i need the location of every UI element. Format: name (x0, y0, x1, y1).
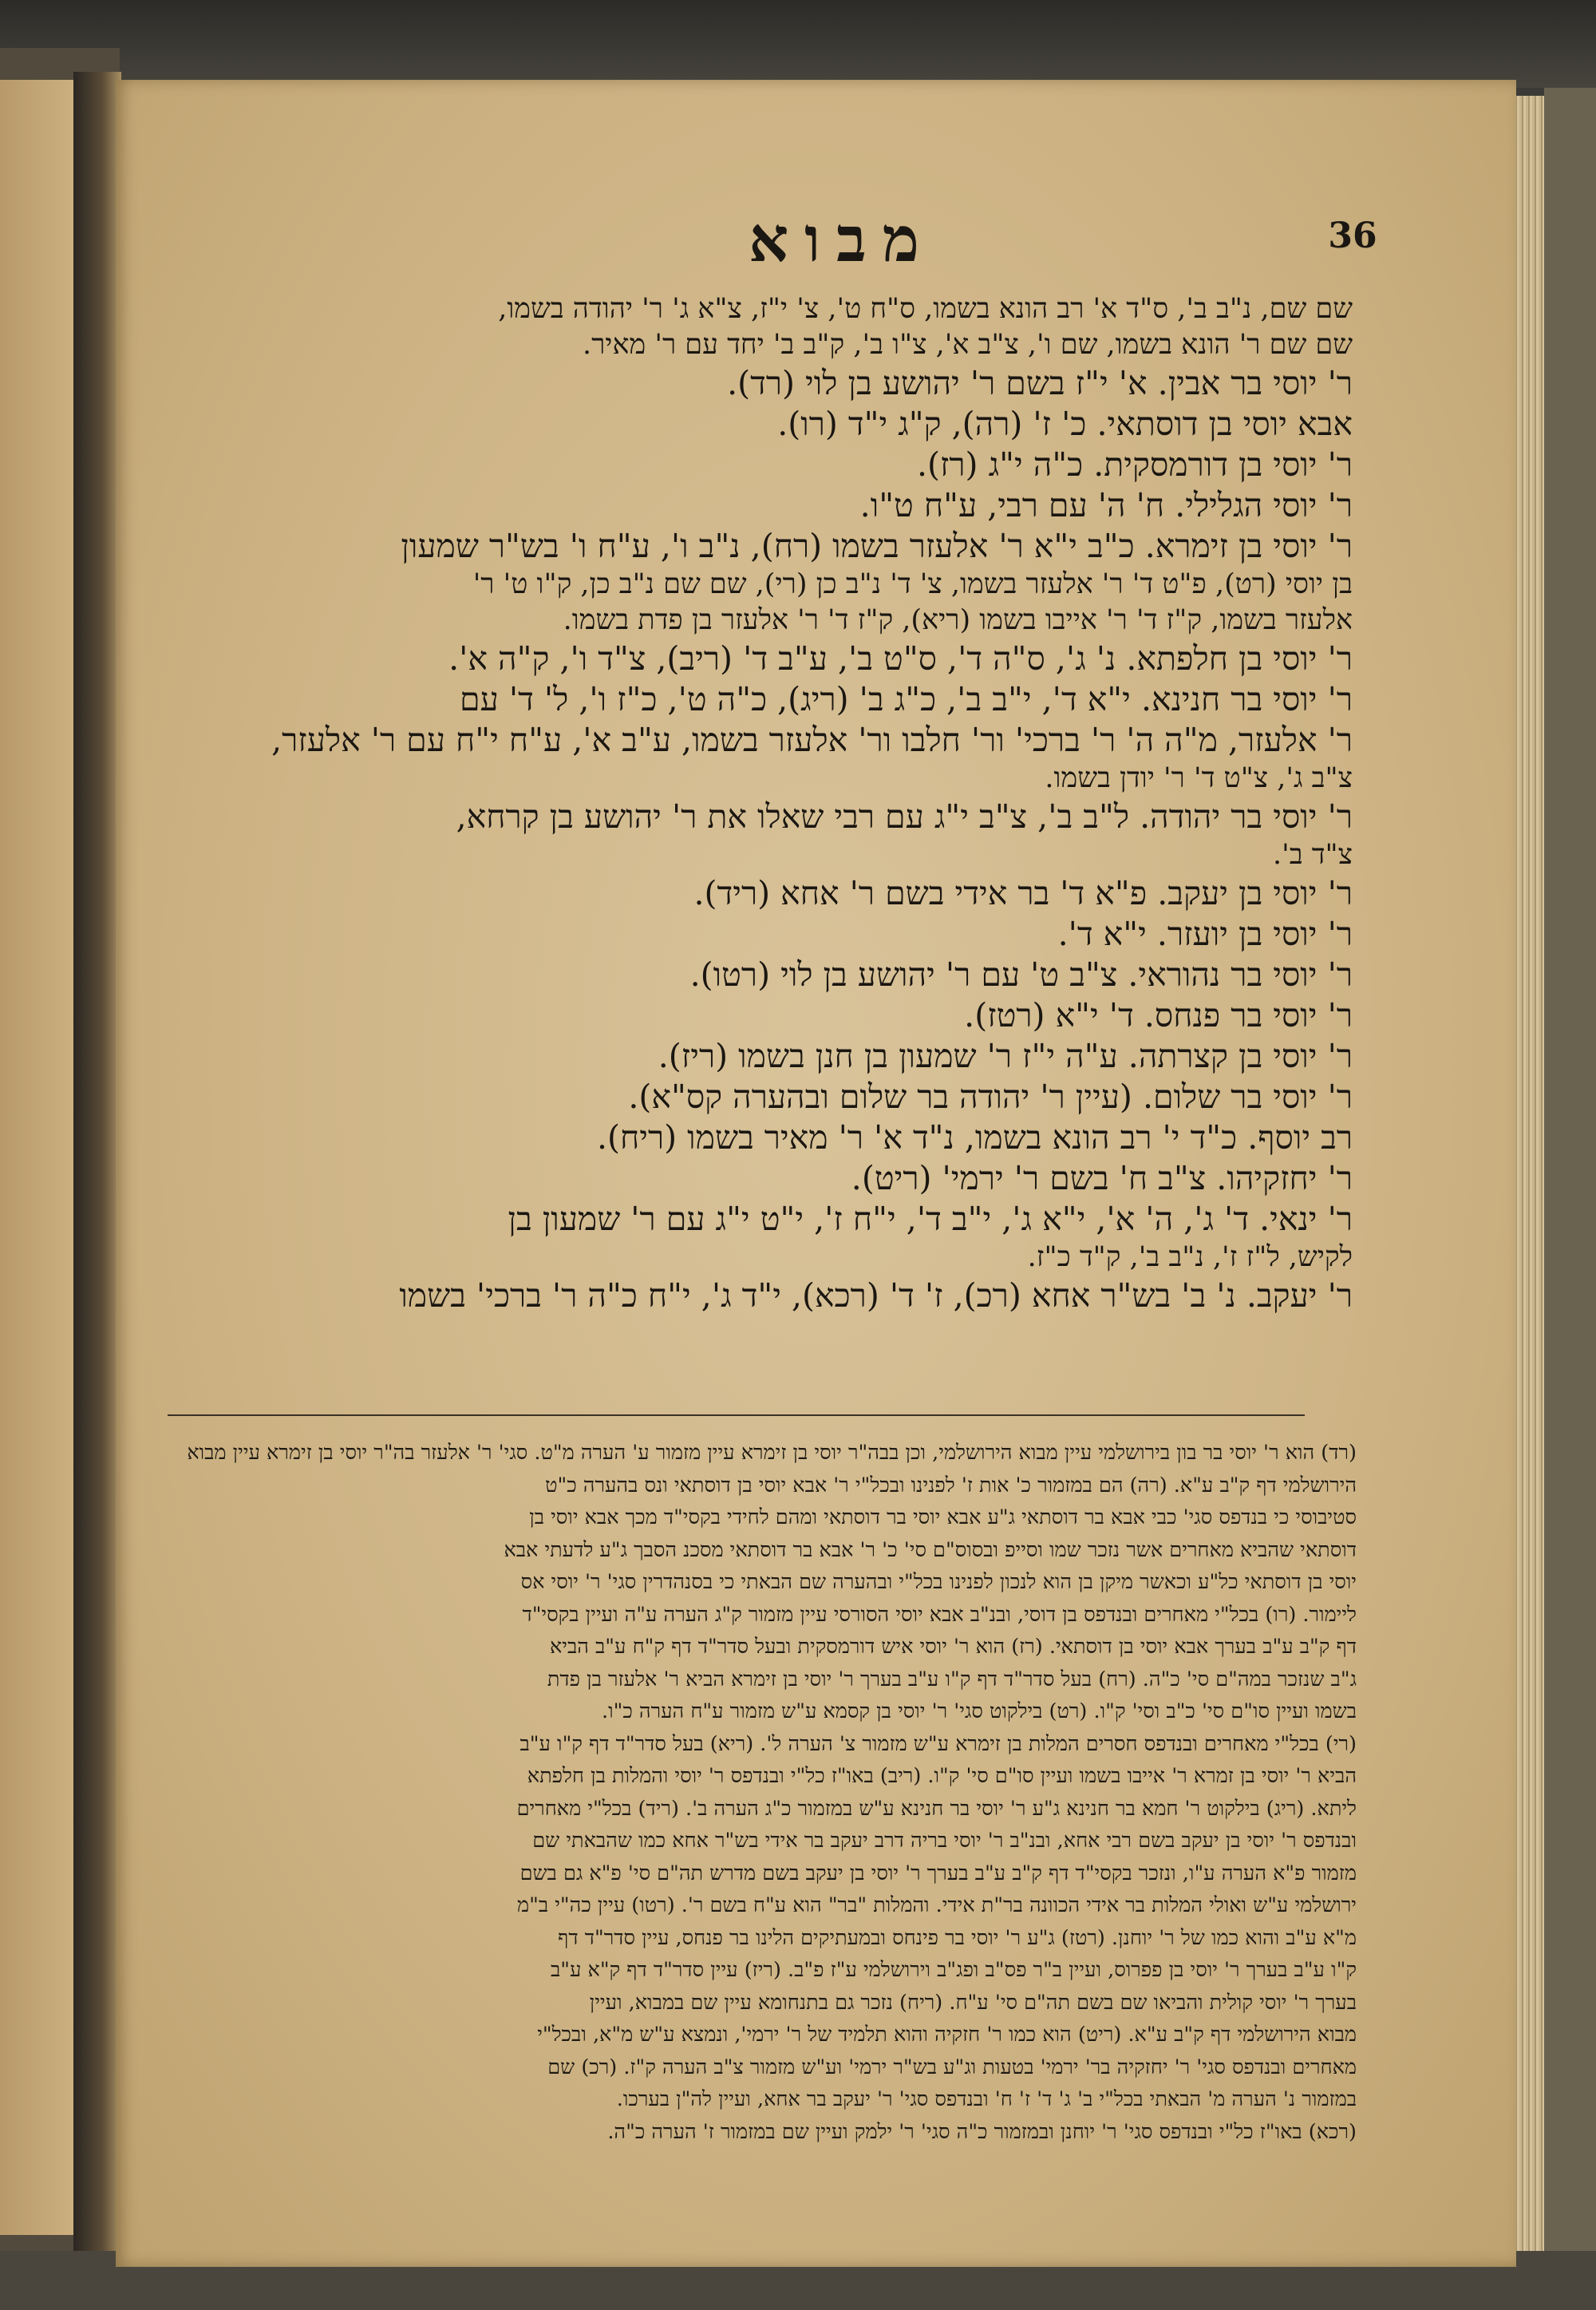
footnote-line: יוסי בן דוסתאי כל"ע וכאשר מיקן בן הוא לנכון לפנינו בכל"י ובהערה שם הבאתי כי בסנהדרין סגי' ר' יוסי אס (520, 1570, 1357, 1594)
footnote-line: מ"א ע"ב והוא כמו של ר' יוחנן. (רטז) ג"ע ר' יוסי בר פינחס ובמעתיקים הלינו בר פנחס, עיין סדר"ד דף (558, 1925, 1357, 1950)
text-line: ר' יוסי בן זימרא. כ"ב י"א ר' אלעזר בשמו (רח), נ"ב ו', ע"ח ו' בש"ר שמעון (401, 527, 1353, 565)
text-line: ר' יוסי בר פנחס. ד' י"א (רטז). (964, 996, 1353, 1034)
text-line: אבא יוסי בן דוסתאי. כ' ז' (רה), ק"ג י"ד (רו). (777, 405, 1353, 443)
text-line: ר' ינאי. ד' ג', ה' א', י"א ג', י"ב ד', י"ח ז', י"ט י"ג עם ר' שמעון בן (508, 1200, 1353, 1238)
text-line: ר' יוסי בר חנינא. י"א ד', י"ב ב', כ"ג ב' (ריג), כ"ה ט', כ"ז ו', ל' ד' עם (460, 680, 1353, 718)
book-page (116, 80, 1516, 2267)
text-line: לקיש, ל"ז ז', נ"ב ב', ק"ד כ"ז. (1027, 1241, 1353, 1273)
text-line: צ"ד ב'. (1272, 839, 1353, 871)
footnote-line: ק"ו ע"ב בערך ר' יוסי בן פפרוס, ועיין ב"ר פס"ב ופג"ב וירושלמי ע"ז פ"ב. (ריז) עיין סדר"ד דף ק"א ע"ב (550, 1958, 1357, 1982)
text-line: ר' יחזקיהו. צ"ב ח' בשם ר' ירמי' (ריט). (851, 1159, 1353, 1197)
footnote-line: מבוא הירושלמי דף ק"ב ע"א. (ריט) הוא כמו ר' חזקיה והוא תלמיד של ר' ירמי', ונמצא ע"ש מ"א, ובכל"י (537, 2023, 1357, 2047)
footnote-line: דף ק"ב ע"ב בערך אבא יוסי בן דוסתאי. (רז) הוא ר' יוסי איש דורמסקית ובעל סדר"ד דף ק"ח ע"ב הביא (549, 1635, 1357, 1659)
footnote-line: סטיבוסי כי בנדפס סגי' כבי אבא בר דוסתאי ג"ע אבא יוסי בר דוסתאי ומהם לחידי בקסי"ד מכך אבא יוסי בן (529, 1505, 1357, 1529)
footnote-line: ליתא. (ריג) בילקוט ר' חמא בר חנינא ג"ע ר' יוסי בר חנינא ע"ש במזמור כ"ג הערה ב'. (ריד) בכל"י מאחרים (516, 1796, 1357, 1821)
running-title: מבוא (749, 204, 935, 276)
footnote-line: (רי) בכל"י מאחרים ובנדפס חסרים המלות בן זימרא ע"ש מזמור צ' הערה ל'. (ריא) בעל סדר"ד דף ק"ו ע"ב (519, 1731, 1357, 1756)
footnote-line: בשמו ועיין סו"ם סי' כ"ב וסי' ק"ו. (רט) בילקוט סגי' ר' יוסי בן קסמא ע"ש מזמור ע"ח הערה כ"ו. (602, 1699, 1357, 1723)
text-line: צ"ב ג', צ"ט ד' ר' יודן בשמו. (1045, 762, 1353, 794)
text-line: ר' יוסי בר נהוראי. צ"ב ט' עם ר' יהושע בן לוי (רטו). (689, 955, 1353, 994)
book-gutter (73, 72, 121, 2259)
text-line: ר' יוסי בן דורמסקית. כ"ה י"ג (רז). (916, 445, 1353, 484)
text-line: ר' יוסי בר יהודה. ל"ב ב', צ"ב י"ג עם רבי שאלו את ר' יהושע בן קרחא, (456, 797, 1353, 836)
text-line: שם שם ר' הונא בשמו, שם ו', צ"ב א', צ"ו ב', ק"ב ב' יחד עם ר' מאיר. (582, 329, 1353, 361)
footnote-line: מזמור פ"א הערה ע"ו, ונזכר בקסי"ד דף ק"ב ע"ב בערך ר' יוסי בן יעקב בשם מדרש תה"ם סי' פ"א גם בשם (519, 1861, 1357, 1885)
text-line: בן יוסי (רט), פ"ט ד' ר' אלעזר בשמו, צ' ד' נ"ב כן (רי), שם שם נ"ב כן, ק"ו ט' ר' (472, 568, 1353, 600)
footnote-line: מאחרים ובנדפס סגי' ר' יחזקיה בר' ירמי' בטעות וג"ע בש"ר ירמי' וע"ש מזמור צ"ב הערה ק"ז. (רכ) שם (547, 2055, 1357, 2079)
footnote-divider (168, 1414, 1305, 1416)
page-number: 36 (1328, 216, 1377, 256)
footnote-line: במזמור נ' הערה מ' הבאתי בכל"י ב' ג' ד' ז' ח' ובנדפס סגי' ר' יעקב בר אחא, ועיין לה"ן בערכו. (616, 2087, 1357, 2111)
text-line: רב יוסף. כ"ד י' רב הונא בשמו, נ"ד א' ר' מאיר בשמו (ריח). (596, 1118, 1353, 1157)
text-line: ר' אלעזר, מ"ה ה' ר' ברכי' ור' חלבו ור' אלעזר בשמו, ע"ב א', ע"ח י"ח עם ר' אלעזר, (271, 721, 1353, 759)
text-line: ר' יוסי הגלילי. ח' ה' עם רבי, ע"ח ט"ו. (859, 486, 1353, 524)
text-line: ר' יוסי בר שלום. (עיין ר' יהודה בר שלום ובהערה קס"א). (628, 1078, 1353, 1116)
text-line: ר' יוסי בן חלפתא. נ' ג', ס"ה ד', ס"ט ב', ע"ב ד' (ריב), צ"ד ו', ק"ה א'. (448, 639, 1353, 678)
footnote-line: ג"ב שנזכר במה"ם סי' כ"ה. (רח) בעל סדר"ד דף ק"ו ע"ב בערך ר' יוסי בן זימרא הביא ר' אלעזר בן פדת (547, 1667, 1357, 1691)
text-line: ר' יוסי בן יעקב. פ"א ד' בר אידי בשם ר' אחא (ריד). (693, 874, 1353, 912)
text-line: ר' יוסי בר אבין. א' י"ז בשם ר' יהושע בן לוי (רד). (727, 364, 1353, 402)
footnote-line: ובנדפס ר' יוסי בן יעקב בשם רבי אחא, ובנ"ב ר' יוסי בריה דרב יעקב בר אידי בש"ר אחא כמו שהבאתי שם (532, 1829, 1357, 1853)
text-line: ר' יוסי בן יועזר. י"א ד'. (1057, 915, 1353, 953)
main-text (164, 291, 1353, 1316)
footnote-line: הירושלמי דף ק"ב ע"א. (רה) הם במזמור כ' אות ז' לפנינו ובכל"י ר' אבא יוסי בן דוסתאי ונס בהערה כ"ט (545, 1473, 1357, 1497)
text-line: אלעזר בשמו, ק"ז ד' ר' אייבו בשמו (ריא), ק"ז ד' ר' אלעזר בן פדת בשמו. (563, 604, 1353, 636)
facing-page-edge (0, 80, 76, 2235)
text-line: ר' יוסי בן קצרתה. ע"ה י"ז ר' שמעון בן חנן בשמו (ריז). (658, 1037, 1353, 1075)
footnote-line: בערך ר' יוסי קולית והביאו שם בשם תה"ם סי' ע"ח. (ריח) נזכר גם בתנחומא עיין שם במבוא, ועיין (589, 1990, 1357, 2015)
footnotes (160, 1437, 1357, 2148)
footnote-line: (רכא) באו"ז כל"י ובנדפס סגי' ר' יוחנן ובמזמור כ"ה סגי' ר' ילמק ועיין שם במזמור ז' הערה כ"ה. (607, 2119, 1357, 2144)
footnote-line: הביא ר' יוסי בן זמרא ר' אייבו בשמו ועיין סו"ם סי' ק"ו. (ריב) באו"ז כל"י ובנדפס ר' יוסי והמלות בן חלפתא (527, 1764, 1357, 1788)
book-cover-top (0, 0, 1596, 88)
footnote-line: (רד) הוא ר' יוסי בר בון בירושלמי עיין מבוא הירושלמי, וכן בבה"ר יוסי בן זימרא עיין מזמור ע' הערה מ"ט. סגי' ר' אלעזר בה"ר יוסי בן זימרא עיין מבוא (187, 1441, 1357, 1465)
footnote-line: ליימור. (רו) בכל"י מאחרים ובנדפס בן דוסי, ובנ"ב אבא יוסי הסורסי עיין מזמור ק"ג הערה ע"ה ועיין בקסי"ד (522, 1602, 1357, 1627)
text-line: ר' יעקב. נ' ב' בש"ר אחא (רכ), ז' ד' (רכא), י"ד ג', י"ח כ"ה ר' ברכי' בשמו (399, 1276, 1353, 1315)
footnote-line: ירושלמי ע"ש ואולי המלות בר אידי הכוונה בר"ת אידי. והמלות "בר" הוא ע"ח בשם ר'. (רטו) עיין כה"י ב"מ (517, 1893, 1357, 1917)
text-line: שם שם, נ"ב ב', ס"ד א' רב הונא בשמו, ס"ח ט', צ' י"ז, צ"א ג' ר' יהודה בשמו, (498, 293, 1353, 325)
footnote-line: דוסתאי שהביא מאחרים אשר נזכר שמו וסייפ ובסוס"ם סי' כ' ר' אבא בר דוסתאי מסכנ הסבך ג"ע לדעתי אבא (504, 1537, 1357, 1562)
book-cover-right (1544, 88, 1596, 2267)
